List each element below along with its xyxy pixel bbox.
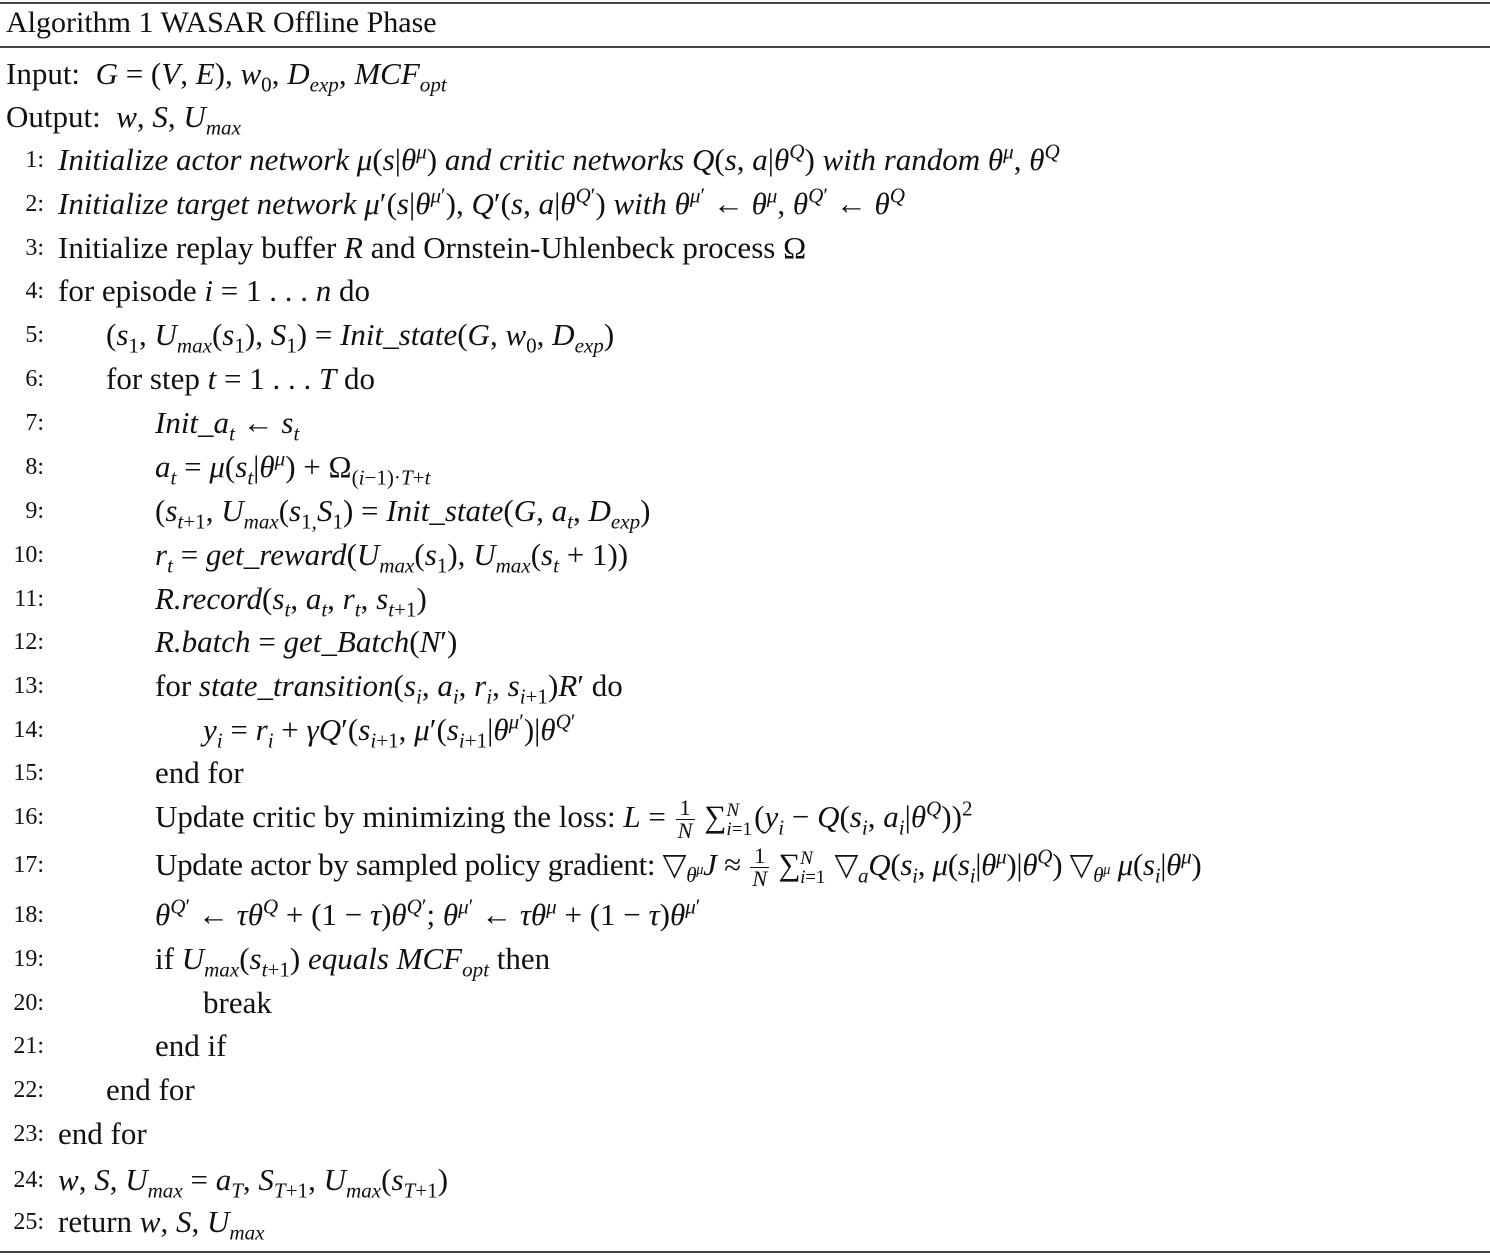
- algo-line-14: [0, 709, 1490, 753]
- line-content: end for: [155, 755, 244, 790]
- line-content: Initialize replay buffer R and Ornstein-Uhlenbeck process Ω: [58, 230, 807, 265]
- algo-line-19: [0, 939, 1490, 982]
- algo-line-12: [0, 622, 1490, 662]
- line-number: 3:: [25, 235, 44, 261]
- line-content: w, S, $U_{max} = a_T$, $S_{T+1}$, $U_{max}(s_{T+1})$: [58, 1162, 449, 1203]
- input-label: Input:: [6, 56, 81, 91]
- line-number: 15:: [13, 760, 44, 786]
- line-number: 12:: [13, 629, 44, 655]
- input-params: G = (V, E), $w_0$, $D_{exp}$, $MCF_{opt}$: [95, 56, 447, 97]
- line-content: Initialize actor network $\mu(s|\theta^\mu)$ and critic networks Q(s, $a|\theta^Q$) with random $\theta^\mu$, $\theta^Q$: [58, 139, 1060, 177]
- bottom-rule: [0, 1251, 1490, 1253]
- line-number: 10:: [13, 542, 44, 568]
- algo-line-10: [0, 535, 1490, 578]
- line-number: 11:: [14, 586, 44, 612]
- algo-line-6: [0, 359, 1490, 399]
- algo-line-18: [0, 895, 1490, 935]
- line-number: 9:: [25, 498, 44, 524]
- line-number: 6:: [25, 366, 44, 392]
- line-content: for $state\_transition(s_i$, $a_i$, $r_i$, $s_{i+1})R'$ do: [155, 668, 623, 709]
- line-content: R.batch = get_Batch(N′): [155, 624, 458, 659]
- output-label: Output:: [6, 99, 101, 134]
- line-content: Initialize target network $\mu'(s|\theta^{\mu'})$, Q′(s, $a|\theta^{Q'}$) with $\theta^{\mu'}$ ← $\theta^\mu$, $\theta^{Q'}$ ← $\theta^Q$: [58, 183, 905, 221]
- output-params: w, S, $U_{max}$: [116, 99, 241, 140]
- line-number: 14:: [13, 717, 44, 743]
- line-content: for episode i = 1 . . . n do: [58, 273, 370, 308]
- line-content: end for: [106, 1072, 195, 1107]
- line-number: 5:: [25, 322, 44, 348]
- line-content: $y_i = r_i + \gamma Q'(s_{i+1}$, $\mu'(s_{i+1}|\theta^{\mu'})|\theta^{Q'}$: [203, 709, 576, 753]
- algo-line-13: [0, 666, 1490, 709]
- line-number: 22:: [13, 1077, 44, 1103]
- line-number: 16:: [13, 804, 44, 830]
- line-number: 4:: [25, 278, 44, 304]
- algo-line-7: [0, 403, 1490, 446]
- line-content: return w, S, $U_{max}$: [58, 1204, 265, 1245]
- algo-line-9: [0, 491, 1490, 534]
- algo-line-11: [0, 579, 1490, 622]
- line-number: 2:: [25, 191, 44, 217]
- line-content: end if: [155, 1028, 227, 1063]
- algo-line-17: [0, 843, 1490, 892]
- algo-line-20: [0, 983, 1490, 1023]
- line-number: 18:: [13, 902, 44, 928]
- algo-line-15: [0, 753, 1490, 793]
- caption-rule: [0, 46, 1490, 48]
- algo-line-24: [0, 1160, 1490, 1203]
- algo-line-8: [0, 446, 1490, 490]
- line-content: $\theta^{Q'}$ ← $\tau\theta^Q + (1 - \tau)\theta^{Q'}$; $\theta^{\mu'}$ ← $\tau\theta^\mu + (1 - \tau)\theta^{\mu'}$: [155, 894, 701, 932]
- line-number: 21:: [13, 1033, 44, 1059]
- algo-line-4: [0, 271, 1490, 311]
- line-content: ($s_{t+1}$, $U_{max}(s_{1,}S_1)$ = Init_state(G, $a_t$, $D_{exp}$): [155, 493, 651, 534]
- algorithm-caption: [6, 4, 437, 42]
- algo-line-23: [0, 1114, 1490, 1154]
- line-content: $Init\_a_t$ ← $s_t$: [155, 405, 300, 446]
- line-content: $R.record(s_t$, $a_t$, $r_t$, $s_{t+1}$): [155, 581, 427, 622]
- line-content: ($s_1$, $U_{max}(s_1)$, $S_1$) = Init_state(G, $w_0$, $D_{exp}$): [106, 317, 615, 358]
- algo-line-22: [0, 1070, 1490, 1110]
- algo-line-25: [0, 1202, 1490, 1245]
- line-content: for step t = 1 . . . T do: [106, 361, 375, 396]
- line-number: 13:: [13, 673, 44, 699]
- algo-line-16: [0, 795, 1490, 844]
- caption-title: WASAR Offline Phase: [160, 6, 437, 39]
- line-content: break: [203, 985, 272, 1020]
- line-number: 24:: [13, 1167, 44, 1193]
- algo-line-3: [0, 228, 1490, 268]
- line-number: 20:: [13, 990, 44, 1016]
- line-content: $a_t = \mu(s_t|\theta^\mu) + \Omega_{(i-1)\cdot T+t}$: [155, 446, 431, 490]
- algo-line-5: [0, 315, 1490, 358]
- line-number: 8:: [25, 454, 44, 480]
- line-content: if $U_{max}(s_{t+1})$ equals $MCF_{opt}$ then: [155, 941, 551, 982]
- line-number: 19:: [13, 946, 44, 972]
- algo-line-2: [0, 184, 1490, 224]
- line-number: 7:: [25, 410, 44, 436]
- line-number: 25:: [13, 1209, 44, 1235]
- caption-label: Algorithm 1: [6, 6, 154, 39]
- line-content: Update actor by sampled policy gradient: $▽_{\theta^\mu}J$ ≈ $\frac{1}{N}$ ∑ N i=1 $▽_aQ(s_i$, $\mu(s_i|\theta^\mu)|\theta^Q$) $▽_{\theta^\mu}$ $\mu(s_i|\theta^\mu)$: [155, 843, 1202, 892]
- line-number: 1:: [25, 147, 44, 173]
- line-content: end for: [58, 1116, 147, 1151]
- output-line: [0, 97, 1490, 140]
- algo-line-21: [0, 1026, 1490, 1066]
- line-number: 17:: [13, 852, 44, 878]
- line-content: Update critic by minimizing the loss: L = $\frac{1}{N}$ ∑ N i=1 ($y_i - Q(s_i$, $a_i|\theta^Q))^2$: [155, 795, 973, 844]
- input-line: [0, 54, 1490, 97]
- line-number: 23:: [13, 1121, 44, 1147]
- algo-line-1: [0, 140, 1490, 180]
- line-content: $r_t$ = $get\_reward(U_{max}(s_1)$, $U_{max}(s_t + 1)$): [155, 537, 629, 578]
